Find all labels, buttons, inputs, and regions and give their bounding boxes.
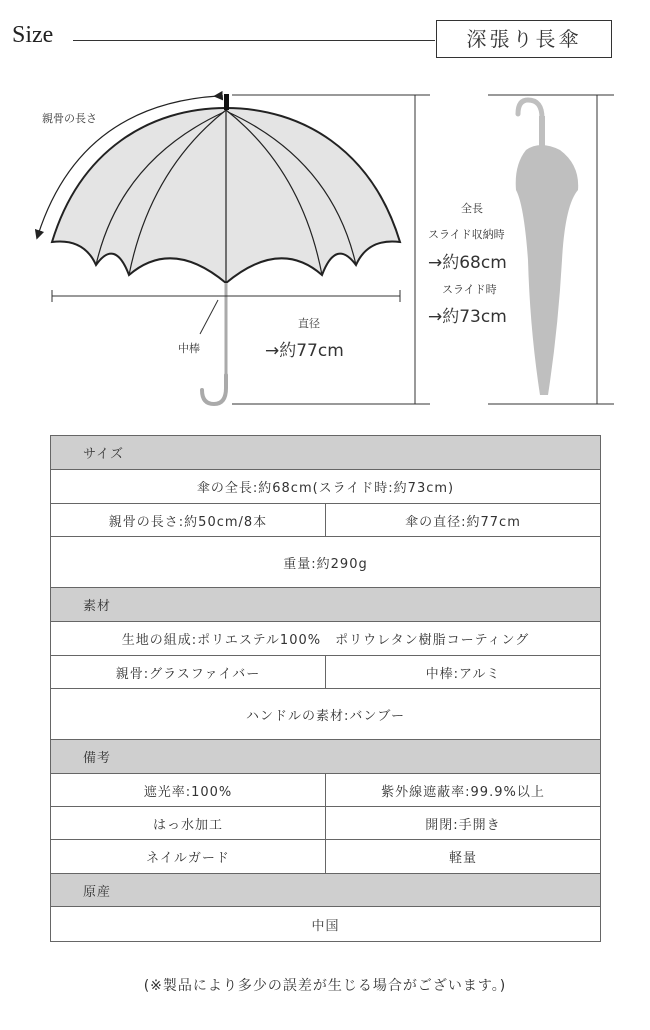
fabric-cell: 生地の組成:ポリエステル100% ポリウレタン樹脂コーティング: [51, 622, 601, 656]
spec-table: [50, 435, 601, 942]
size-label: Size: [12, 22, 54, 48]
slide-value: →約73cm: [428, 307, 507, 327]
diameter-cell: 傘の直径:約77cm: [326, 504, 601, 537]
shaft-leader-line: [200, 300, 218, 334]
diameter-value: →約77cm: [265, 341, 344, 361]
total-length-cell: 傘の全長:約68cm(スライド時:約73cm): [51, 470, 601, 504]
shaft-label: 中棒: [178, 342, 200, 355]
size-section-header: サイズ: [51, 436, 601, 470]
footnote: (※製品により多少の誤差が生じる場合がございます。): [143, 978, 507, 994]
slide-label: スライド時: [442, 283, 497, 296]
rib-length-cell: 親骨の長さ:約50cm/8本: [51, 504, 326, 537]
umbrella-diagram: [0, 0, 650, 430]
lightweight-cell: 軽量: [326, 840, 601, 874]
rib-material-cell: 親骨:グラスファイバー: [51, 656, 326, 689]
product-title: 深張り長傘: [436, 20, 612, 58]
slide-stored-value: →約68cm: [428, 253, 507, 273]
umbrella-handle: [202, 375, 226, 404]
rib-length-label: 親骨の長さ: [42, 112, 97, 125]
umbrella-closed: [516, 100, 578, 395]
weight-cell: 重量:約290g: [51, 537, 601, 588]
slide-stored-label: スライド収納時: [428, 228, 505, 241]
open-close-cell: 開閉:手開き: [326, 807, 601, 840]
nail-guard-cell: ネイルガード: [51, 840, 326, 874]
handle-material-cell: ハンドルの素材:バンブー: [51, 689, 601, 740]
origin-section-header: 原産: [51, 874, 601, 907]
material-section-header: 素材: [51, 588, 601, 622]
notes-section-header: 備考: [51, 740, 601, 774]
water-repellent-cell: はっ水加工: [51, 807, 326, 840]
diameter-label: 直径: [298, 317, 320, 330]
shading-rate-cell: 遮光率:100%: [51, 774, 326, 807]
shaft-material-cell: 中棒:アルミ: [326, 656, 601, 689]
origin-cell: 中国: [51, 907, 601, 942]
uv-rate-cell: 紫外線遮蔽率:99.9%以上: [326, 774, 601, 807]
umbrella-tip: [224, 94, 229, 110]
total-length-label: 全長: [461, 202, 483, 215]
